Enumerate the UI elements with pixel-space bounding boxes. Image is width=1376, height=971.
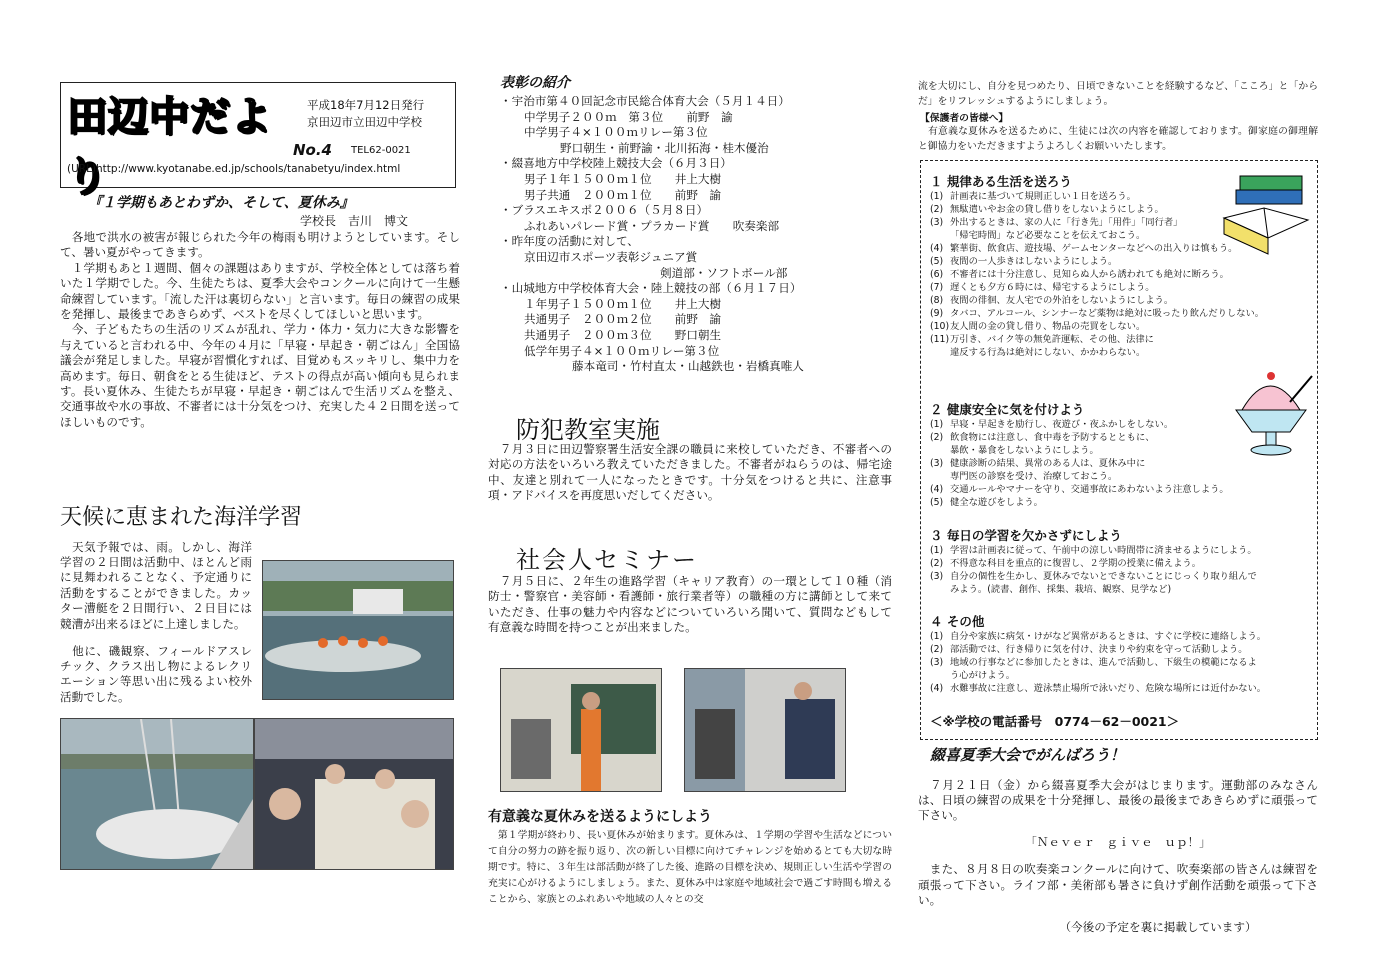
shaved-ice-icon [1230, 362, 1314, 460]
guardian-text: 有意義な夏休みを送るために、生徒には次の内容を確認しております。御家庭の御理解と御協力をいただきますようよろしくお願いいたします。 [918, 126, 1318, 152]
award-line: ・ブラスエキスポ２００６（５月８日） [500, 203, 709, 218]
dining-hall-photo [254, 718, 454, 870]
rules-section-2: ２ 健康安全に気を付けよう (1) 早寝・早起きを励行し、夜遊び・夜ふかしをしない。 (2) 飲食物には注意し、食中毒を予防するとともに、 暴飲・暴食をしないようにしよう。 (3) 健康診断の結果、異常のある人は、夏休み中に 専門医の診察を受け、治療しておこう。 (4) 交通ルールやマナーを守り、交通事故にあわないよう注意しよう。 (5) 健全な遊びをしよう。 [930, 402, 1229, 508]
summer-heading: 有意義な夏休みを送るようにしよう [488, 809, 712, 825]
summer-text: 第１学期が終わり、長い夏休みが始まります。夏休みは、１学期の学習や生活などについて自分の努力の跡を振り返り、次の新しい目標に向けてチャレンジを始めるとても大切な時期です。特に、３年生は部活動が終了した後、進路の目標を決め、規則正しい生活や学習の充実に心がけるようにしましょう。また、夏休み中は家庭や地域社会で過ごす時間も増えることから、家族とのふれあいや地域の人々との交 [488, 830, 892, 905]
crime-text: ７月３日に田辺警察署生活安全課の職員に来校していただき、不審者への対応の方法をいろいろ教えていただきました。不審者がねらうのは、帰宅途中、友達と別れて一人になったときです。十分気をつけると共に、注意事項・アドバイスを再度思いだしてください。 [488, 442, 892, 503]
rules-section-3: ３ 毎日の学習を欠かさずにしよう (1) 学習は計画表に従って、午前中の涼しい時間帯に済ませるようにしよう。 (2) 不得意な科目を重点的に復習し、２学期の授業に備えよう。 (3) 自分の個性を生かし、夏休みでないとできないことにじっくり取り組んで みよう。(読書、創作、採集、栽培、観察、見学など) [930, 528, 1257, 595]
masthead [60, 82, 456, 200]
award-line: ふれあいパレード賞・プラカード賞 吹奏楽部 [524, 218, 780, 233]
awards-heading: 表彰の紹介 [500, 75, 570, 91]
award-line: 藤本竜司・竹村直太・山越鉄也・岩橋真唯人 [572, 359, 804, 374]
issue-date: 平成18年7月12日発行 京田辺市立田辺中学校 [307, 98, 425, 129]
seminar-text: ７月５日に、２年生の進路学習（キャリア教育）の一環として１０種（消防士・警察官・美容師・看護師・旅行業者等）の職種の方に講師として来ていただき、仕事の魅力や内容などについていろいろ聞いて、質問などもして有意義な時間を持つことが出来ました。 [488, 574, 892, 635]
rules-section-4: ４ その他 (1) 自分や家族に病気・けがなど異常があるときは、すぐに学校に連絡しよう。 (2) 部活動では、行き帰りに気を付け、決まりや約束を守って活動しよう。 (3) 地域の行事などに参加したときは、進んで活動し、下級生の模範になるよ う心がけよう。 (4) 水難事故に注意し、遊泳禁止場所で泳いだり、危険な場所には近付かない。 [930, 614, 1267, 694]
books-icon [1220, 168, 1312, 260]
award-line: 男子共通 ２００ｍ１位 前野 諭 [524, 187, 722, 202]
award-line: ・山城地方中学校体育大会・陸上競技の部（６月１７日） [500, 281, 802, 296]
award-line: １年男子１５００ｍ１位 井上大樹 [524, 296, 722, 311]
cutter-rowing-image [263, 561, 453, 699]
award-line: 共通男子 ２００ｍ２位 前野 諭 [524, 312, 722, 327]
seminar-heading: 社会人セミナー [516, 546, 698, 574]
principal-byline: 学校長 吉川 博文 [300, 214, 409, 228]
award-line: ・宇治市第４０回記念市民総合体育大会（５月１４日） [500, 94, 790, 108]
crime-heading: 防犯教室実施 [516, 416, 660, 444]
police-photo [684, 668, 846, 792]
newsletter-title: 田辺中だより [67, 94, 272, 200]
dining-hall-image [255, 719, 453, 869]
schedule-note: （今後の予定を裏に掲載しています） [1059, 920, 1257, 935]
award-line: 野口朝生・前野諭・北川拓海・桂木優治 [560, 140, 769, 155]
award-line: 共通男子 ２００ｍ３位 野口朝生 [524, 327, 722, 342]
principal-article: 各地で洪水の被害が報じられた今年の梅雨も明けようとしています。そして、暑い夏がやってきます。 １学期もあと１週間、個々の課題はありますが、学校全体としては落ち着いた１学期でした。今、生徒たちは、夏季大会やコンクールに向けて一生懸命練習しています。「流した汗は裏切らない」と言います。毎日の練習の成果を発揮し、最後まであきらめず、ベストを尽くしてほしいと思います。 今、子どもたちの生活のリズムが乱れ、学力・体力・気力に大きな影響を与えていると言われる中、今年の４月に「早寝・早起き・朝ごはん」全国協議会が発足しました。早寝が習慣化すれば、目覚めもスッキリし、集中力を高めます。毎日、朝食をとる生徒ほど、テストの得点が高い傾向も見られます。長い夏休み、生徒たちが早寝・早起き・朝ごはんで生活リズムを整え、交通事故や水の事故、不審者には十分気をつけ、充実した４２日間を送ってほしいものです。 [60, 230, 460, 429]
firefighter-photo [500, 668, 662, 792]
cutter-rowing-photo [262, 560, 454, 700]
award-line: 男子１年１５００ｍ１位 井上大樹 [524, 171, 722, 186]
boat-pier-image [61, 719, 253, 869]
phone-number: TEL62-0021 [351, 145, 411, 156]
award-line: ・昨年度の活動に対して、 [500, 234, 639, 249]
award-line: 剣道部・ソフトボール部 [660, 265, 788, 280]
boat-pier-photo [60, 718, 254, 870]
tsuzuki-heading: 綴喜夏季大会でがんばろう！ [930, 746, 1126, 764]
principal-heading: 『１学期もあとわずか、そして、夏休み』 [88, 195, 354, 211]
marine-text: 天気予報では、雨。しかし、海洋学習の２日間は活動中、ほとんど雨に見舞われることなく、予定通りに活動をすることができました。カッター漕艇を２日間行い、２日目には競漕が出来るほどに上達しました。 他に、磯観察、フィールドアスレチック、クラス出し物によるレクリエーション等思い出に残るよい校外活動でした。 [60, 539, 252, 704]
school-phone: ＜※学校の電話番号 0774－62－0021＞ [930, 714, 1180, 729]
award-line: 京田辺市スポーツ表彰ジュニア賞 [524, 249, 698, 264]
marine-heading: 天候に恵まれた海洋学習 [60, 505, 303, 530]
award-line: 中学男子４×１００ｍリレー第３位 [524, 125, 708, 140]
issue-number: No.4 [293, 141, 332, 159]
school-url[interactable]: (URL)http://www.kyotanabe.ed.jp/schools/tanabetyu/index.html [67, 163, 401, 175]
rules-section-1: １ 規律ある生活を送ろう (1) 計画表に基づいて規則正しい１日を送ろう。 (2) 無駄遣いやお金の貸し借りをしないようにしよう。 (3) 外出するときは、家の人に「行き先」「用件」「同行者」 「帰宅時間」など必要なことを伝えておこう。 (4) 繁華街、飲食店、遊技場、ゲームセンターなどへの出入りは慎もう。 (5) 夜間の一人歩きはしないようにしよう。 (6) 不審者には十分注意し、見知らぬ人から誘われても絶対に断ろう。 (7) 遅くとも夕方６時には、帰宅するようにしよう。 (8) 夜間の徘徊、友人宅での外泊をしないようにしよう。 (9) タバコ、アルコール、シンナーなど薬物は絶対に吸ったり飲んだりしない。 (10)友人間の金の貸し借り、物品の売買をしない。 (11)万引き、バイク等の無免許運転、その他、法律に 違反する行為は絶対にしない、かかわらない。 [930, 174, 1265, 358]
tsuzuki-text: ７月２１日（金）から綴喜夏季大会がはじまります。運動部のみなさんは、日頃の練習の成果を十分発揮し、最後の最後まであきらめずに頑張って下さい。 「Ｎｅｖｅｒ ｇｉｖｅ ｕｐ！」 また、８月８日の吹奏楽コンクールに向けて、吹奏楽部の皆さんは練習を頑張って下さい。ライフ部・美術部も暑さに負けず創作活動を頑張って下さい。 （今後の予定を裏に掲載しています） [918, 777, 1318, 935]
award-line: ・綴喜地方中学校陸上競技大会（６月３日） [500, 156, 732, 171]
police-image [685, 669, 845, 791]
firefighter-image [501, 669, 661, 791]
awards-list [500, 94, 910, 375]
award-line: 低学年男子４×１００ｍリレー第３位 [524, 343, 720, 358]
summer-text-continued: 流を大切にし、自分を見つめたり、日頃できないことを経験するなど、「こころ」と「からだ」をリフレッシュするようにしましょう。 [918, 81, 1318, 107]
motto: 「Ｎｅｖｅｒ ｇｉｖｅ ｕｐ！」 [1025, 835, 1211, 850]
award-line: 中学男子２００ｍ 第３位 前野 諭 [524, 109, 733, 124]
guardian-heading: 【保護者の皆様へ】 [920, 113, 1009, 124]
